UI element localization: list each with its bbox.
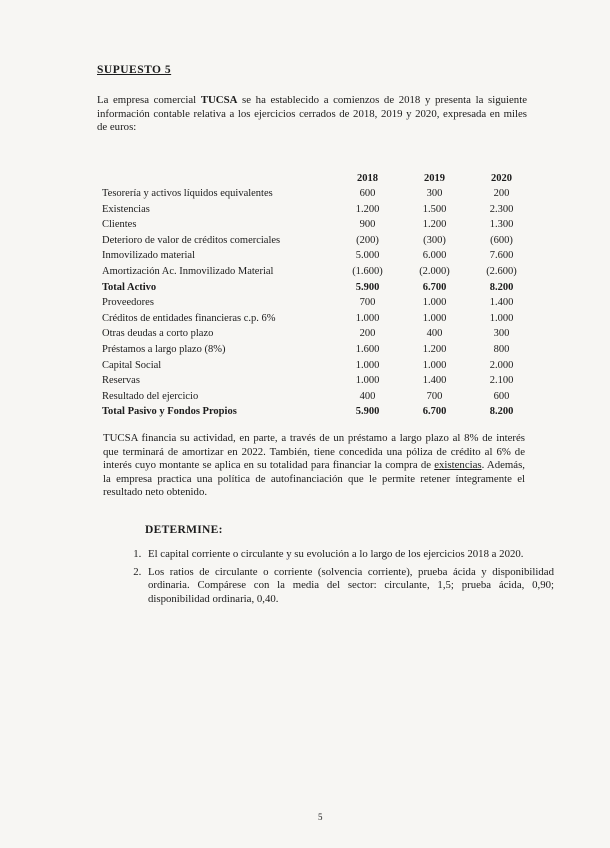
intro-text-end: se ha establecido a comienzos de 2018 y presenta la siguiente información contable relativa a los ejercicios cerrados de 2018, 2019 y 2020, expresada en miles de euros:: [97, 94, 527, 133]
row-value: (2.600): [486, 265, 517, 277]
table-row: [102, 358, 535, 374]
row-label: Total Activo: [102, 281, 157, 293]
company-name: TUCSA: [200, 94, 238, 106]
row-label: Préstamos a largo plazo (8%): [102, 343, 226, 355]
row-label: Capital Social: [102, 359, 162, 371]
row-value: 1.000: [422, 312, 447, 324]
row-value: 1.000: [355, 375, 380, 387]
row-value: 1.000: [489, 312, 514, 324]
table-row: [102, 389, 535, 405]
table-row: [102, 248, 535, 264]
financing-paragraph: [103, 432, 525, 500]
row-value: 900: [359, 219, 376, 231]
table-header-row: [102, 170, 535, 186]
row-value: 2.300: [489, 203, 514, 215]
row-value: 600: [359, 188, 376, 199]
table-row: [102, 233, 535, 249]
row-value: 1.600: [355, 343, 380, 355]
row-value: 200: [359, 328, 376, 340]
page-number: 5: [318, 812, 323, 822]
row-value: 1.000: [422, 297, 447, 309]
table-row: [102, 311, 535, 327]
row-value: 700: [426, 390, 443, 402]
row-value: 1.000: [355, 359, 380, 371]
underlined-term: existencias: [434, 459, 482, 472]
question-list: [120, 548, 554, 610]
financing-text-end: . Además, la empresa practica una política de autofinanciación que le permite retener íntegramente el resultado neto obtenido.: [103, 459, 525, 499]
table-row: [102, 373, 535, 389]
row-label: Clientes: [102, 219, 137, 231]
intro-paragraph: [97, 94, 527, 135]
financing-text-start: TUCSA financia su actividad, en parte, a través de un préstamo a largo plazo al 8% de interés que terminará de amortizar en 2022. También, tiene concedida una póliza de crédito al 6% de interés cuyo montante se aplica en su totalidad para financiar la compra de: [103, 432, 525, 472]
row-value: 5.900: [355, 281, 380, 293]
row-value: 8.200: [489, 281, 514, 293]
row-label: Inmovilizado material: [102, 250, 196, 262]
row-value: 400: [359, 390, 376, 402]
row-label: Reservas: [102, 375, 140, 387]
row-value: 1.000: [355, 312, 380, 324]
table-row: [102, 326, 535, 342]
row-label: Otras deudas a corto plazo: [102, 328, 214, 340]
row-value: (300): [423, 234, 446, 246]
row-value: 1.300: [489, 219, 514, 231]
row-value: (600): [490, 234, 513, 246]
row-value: (1.600): [352, 265, 383, 277]
row-value: 2.100: [489, 375, 514, 387]
page-title: SUPUESTO 5: [97, 64, 172, 76]
year-header: 2020: [491, 172, 512, 184]
row-value: 1.500: [422, 203, 447, 215]
table-row: [102, 404, 535, 420]
row-value: 700: [359, 297, 376, 309]
row-label: Resultado del ejercicio: [102, 390, 199, 402]
question-item: 1. El capital corriente o circulante y su evolución a lo largo de los ejercicios 2018 a 2020.: [144, 548, 554, 562]
table-row: [102, 202, 535, 218]
year-header: 2018: [357, 172, 378, 184]
row-value: (2.000): [419, 265, 450, 277]
table-row: [102, 342, 535, 358]
row-label: Total Pasivo y Fondos Propios: [102, 406, 237, 418]
row-label: Tesorería y activos líquidos equivalentes: [102, 188, 273, 199]
row-value: 600: [493, 390, 510, 402]
row-value: 7.600: [489, 250, 514, 262]
row-value: 5.900: [355, 406, 380, 418]
financial-table: [102, 170, 535, 420]
row-value: 200: [493, 188, 510, 199]
table-row: [102, 280, 535, 296]
row-label: Créditos de entidades financieras c.p. 6%: [102, 312, 276, 324]
row-label: Amortización Ac. Inmovilizado Material: [102, 265, 274, 277]
row-label: Proveedores: [102, 297, 154, 309]
row-value: 6.000: [422, 250, 447, 262]
table-row: [102, 217, 535, 233]
row-value: 300: [493, 328, 510, 340]
row-value: 1.000: [422, 359, 447, 371]
table-row: [102, 186, 535, 202]
row-value: 2.000: [489, 359, 514, 371]
header-blank: [102, 170, 334, 186]
question-item: 2. Los ratios de circulante o corriente (solvencia corriente), prueba ácida y disponibilidad ordinaria. Compárese con la media del sector: circulante, 1,5; prueba ácida, 0,90; disponibilidad ordinaria, 0,40.: [144, 566, 554, 607]
row-value: 6.700: [422, 281, 447, 293]
determine-heading: DETERMINE:: [145, 524, 223, 536]
table-row: [102, 264, 535, 280]
row-value: 5.000: [355, 250, 380, 262]
intro-text-start: La empresa comercial: [97, 94, 201, 106]
row-value: 300: [426, 188, 443, 199]
row-value: 800: [493, 343, 510, 355]
row-value: 6.700: [422, 406, 447, 418]
row-value: 1.200: [422, 343, 447, 355]
row-label: Existencias: [102, 203, 150, 215]
row-value: (200): [356, 234, 379, 246]
row-value: 8.200: [489, 406, 514, 418]
row-value: 400: [426, 328, 443, 340]
row-label: Deterioro de valor de créditos comerciales: [102, 234, 281, 246]
table-row: [102, 295, 535, 311]
row-value: 1.200: [355, 203, 380, 215]
row-value: 1.200: [422, 219, 447, 231]
row-value: 1.400: [489, 297, 514, 309]
year-header: 2019: [424, 172, 445, 184]
row-value: 1.400: [422, 375, 447, 387]
